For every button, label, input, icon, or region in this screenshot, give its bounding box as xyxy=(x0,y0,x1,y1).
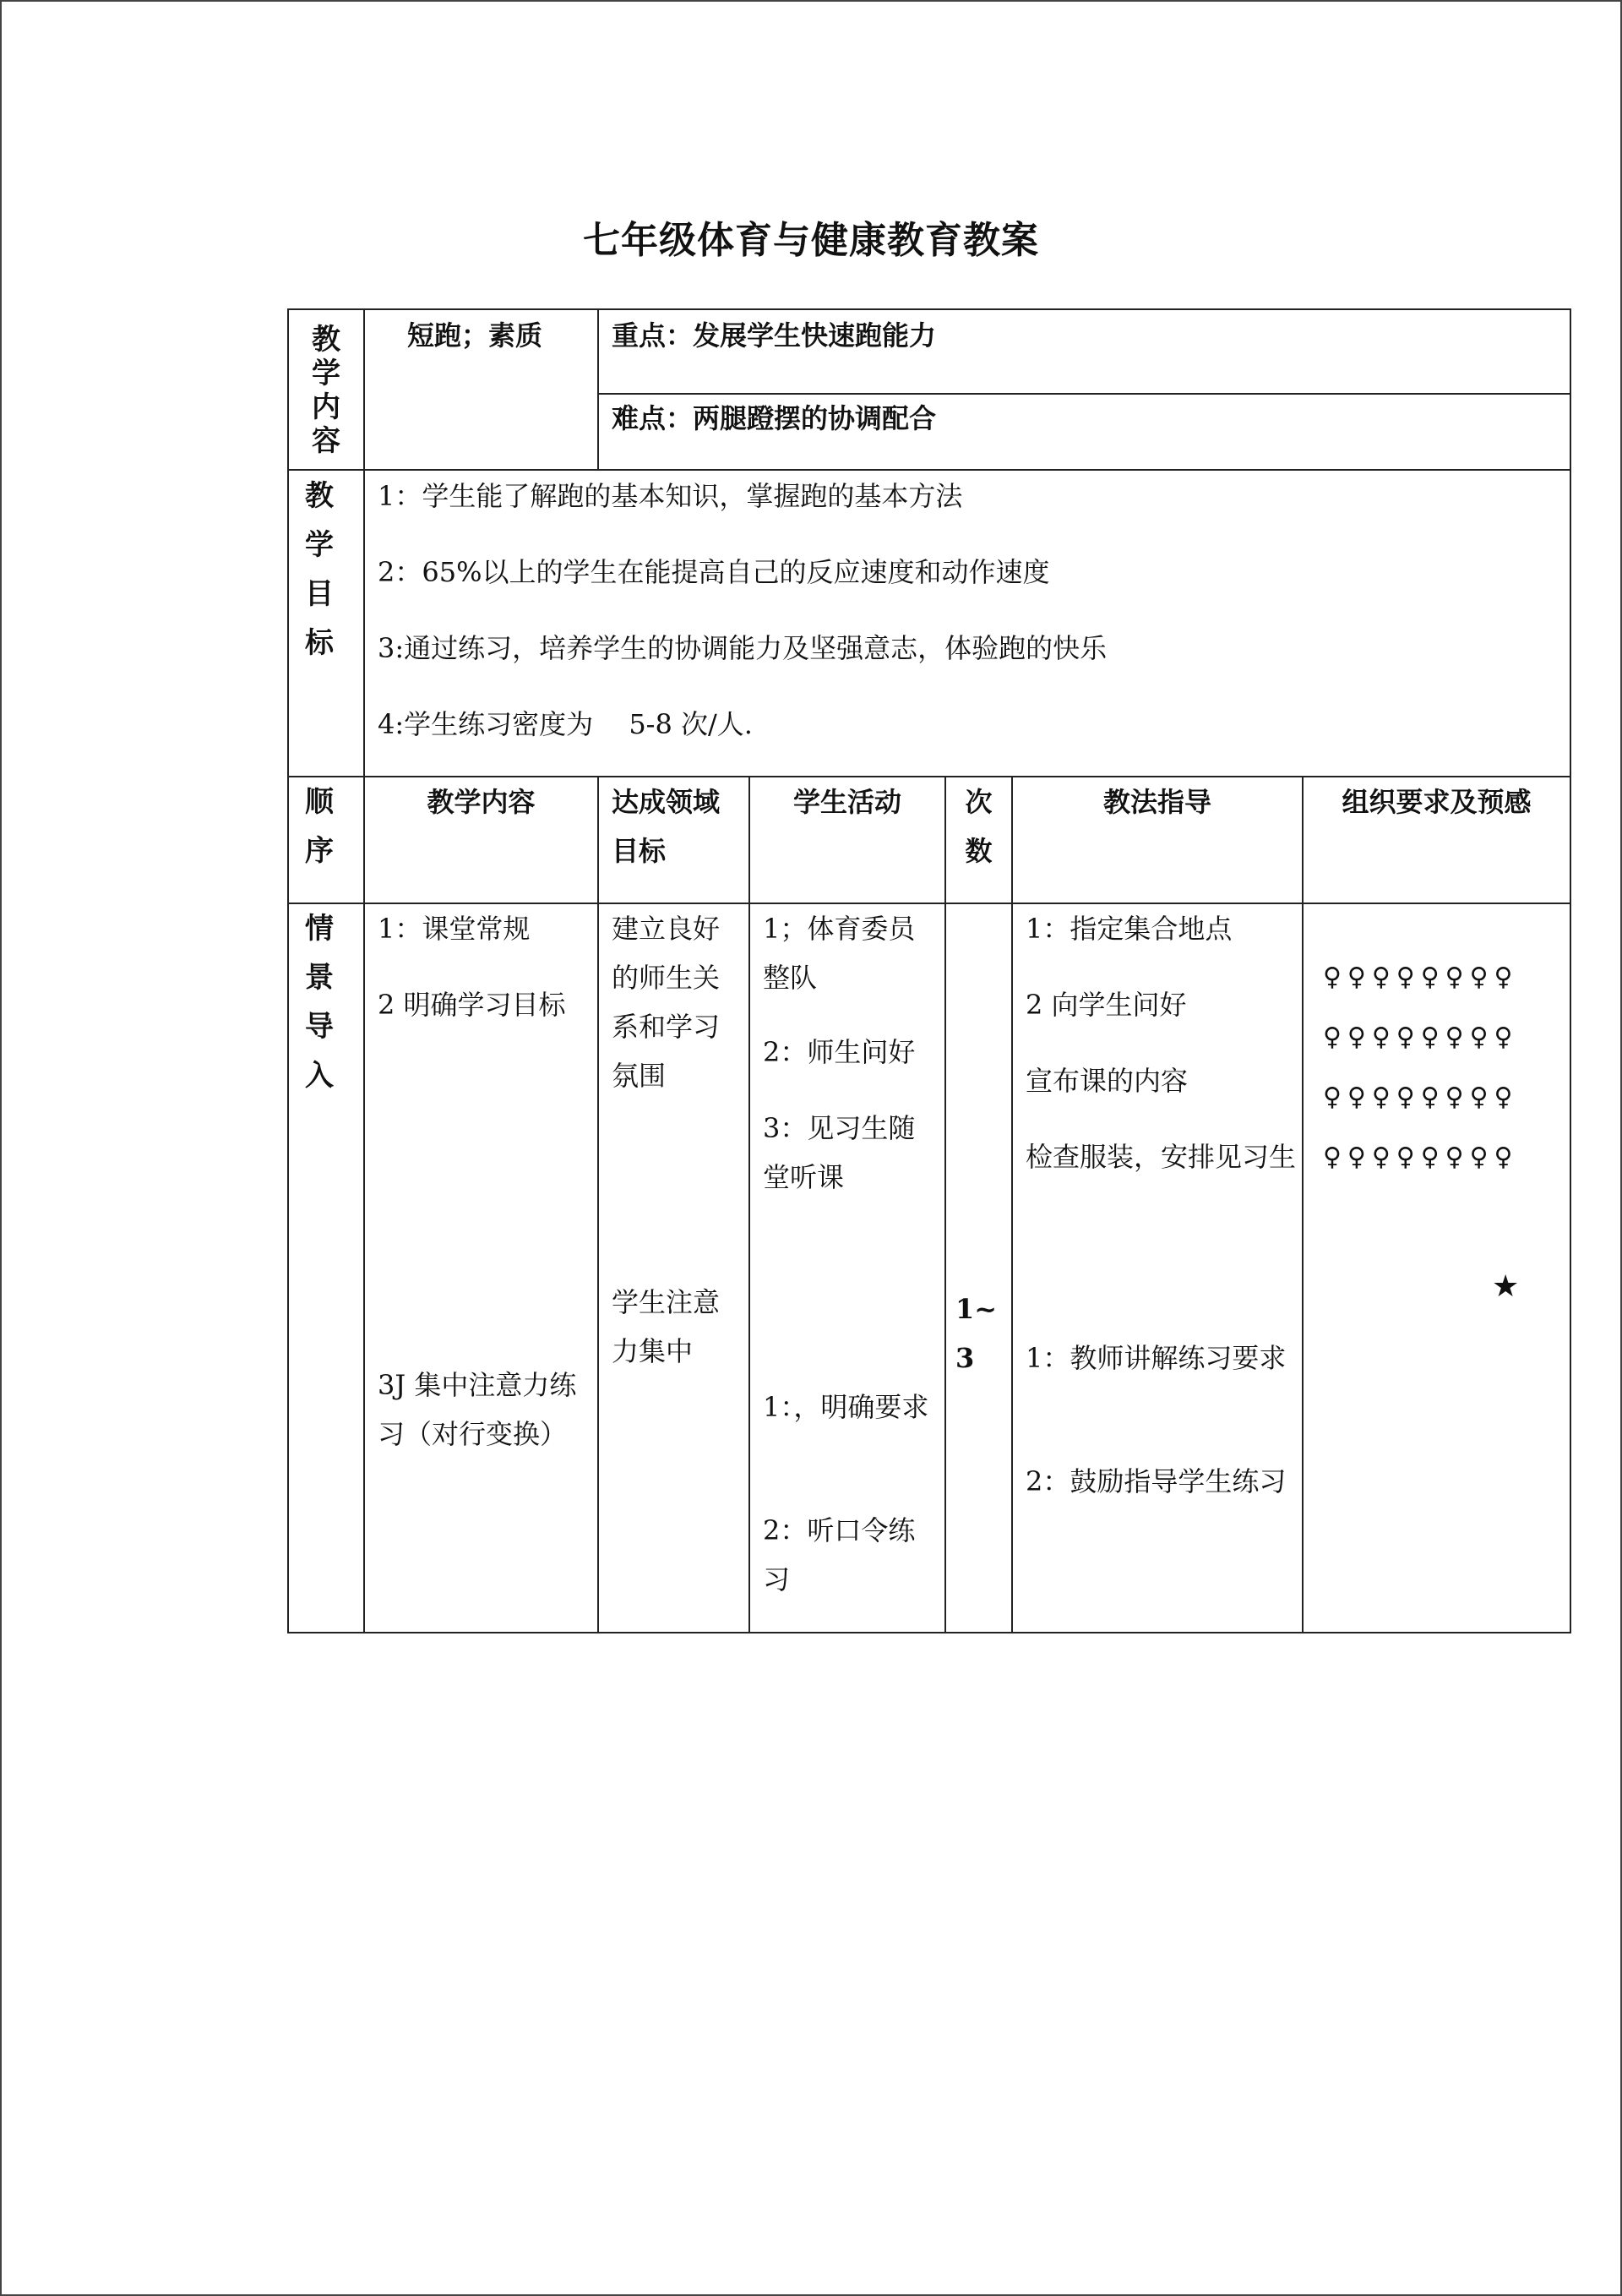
header-order: 顺序 xyxy=(305,785,334,868)
difficulty-text: 难点：两腿蹬摆的协调配合 xyxy=(612,402,937,434)
formation-row: ♀♀♀♀♀♀♀♀ xyxy=(1323,963,1519,992)
intro-content-item: 1：课堂常规 xyxy=(378,913,531,945)
intro-target-item: 建立良好的师生关系和学习氛围 xyxy=(612,913,721,1092)
intro-stage-label: 情景导入 xyxy=(305,912,334,1093)
intro-count xyxy=(955,1284,1006,1383)
intro-activity-item: 1：，明确要求 xyxy=(763,1391,929,1423)
intro-guidance-item: 1：指定集合地点 xyxy=(1026,913,1233,945)
header-target-line2: 目标 xyxy=(612,835,667,867)
intro-guidance-item: 1：教师讲解练习要求 xyxy=(1026,1342,1287,1374)
intro-content-item: 2 明确学习目标 xyxy=(378,989,566,1021)
goals-section-label: 教学目标 xyxy=(305,479,334,660)
intro-guidance-item: 宣布课的内容 xyxy=(1026,1065,1189,1097)
intro-content-item: 3J 集中注意力练习（对行变换） xyxy=(378,1369,577,1450)
intro-activity-item: 2：师生问好 xyxy=(763,1036,916,1068)
header-activity: 学生活动 xyxy=(792,786,901,818)
intro-target-item: 学生注意力集中 xyxy=(612,1286,721,1367)
intro-count-line2: 3 xyxy=(955,1342,975,1374)
intro-activity-item: 1；体育委员整队 xyxy=(763,913,916,994)
header-organization: 组织要求及预感 xyxy=(1342,786,1532,818)
goal-item: 2：65%以上的学生在能提高自己的反应速度和动作速度 xyxy=(378,556,1050,588)
header-count-line2: 数 xyxy=(965,835,993,867)
header-guidance: 教法指导 xyxy=(1102,786,1211,818)
header-target-line1: 达成领域 xyxy=(612,786,721,818)
formation-diagram xyxy=(1323,965,1568,1205)
formation-row: ♀♀♀♀♀♀♀♀ xyxy=(1323,1143,1519,1172)
goals-list xyxy=(378,472,1560,749)
intro-count-line1: 1~ xyxy=(955,1293,998,1325)
topic-text: 短跑；素质 xyxy=(407,319,543,352)
intro-guidance-item: 2：鼓励指导学生练习 xyxy=(1026,1465,1287,1497)
content-section-label: 教学内容 xyxy=(312,323,340,458)
header-count-line1: 次 xyxy=(965,786,993,818)
teacher-star-icon: ★ xyxy=(1492,1269,1520,1304)
header-content: 教学内容 xyxy=(427,786,536,818)
intro-guidance-item: 2 向学生问好 xyxy=(1026,989,1187,1021)
intro-activity-item: 3：见习生随堂听课 xyxy=(763,1112,916,1193)
page-title: 七年级体育与健康教育教案 xyxy=(583,219,1039,262)
header-count xyxy=(945,777,1012,875)
formation-row: ♀♀♀♀♀♀♀♀ xyxy=(1323,1023,1519,1052)
intro-guidance-item: 检查服装，安排见习生 xyxy=(1026,1141,1297,1173)
goal-item: 4:学生练习密度为 5-8 次/人. xyxy=(378,708,753,740)
intro-activity-item: 2：听口令练习 xyxy=(763,1514,916,1595)
formation-row: ♀♀♀♀♀♀♀♀ xyxy=(1323,1083,1519,1112)
header-target xyxy=(612,777,747,875)
key-point-text: 重点：发展学生快速跑能力 xyxy=(612,319,937,352)
goal-item: 1：学生能了解跑的基本知识，掌握跑的基本方法 xyxy=(378,480,963,512)
goal-item: 3:通过练习，培养学生的协调能力及坚强意志，体验跑的快乐 xyxy=(378,632,1108,664)
